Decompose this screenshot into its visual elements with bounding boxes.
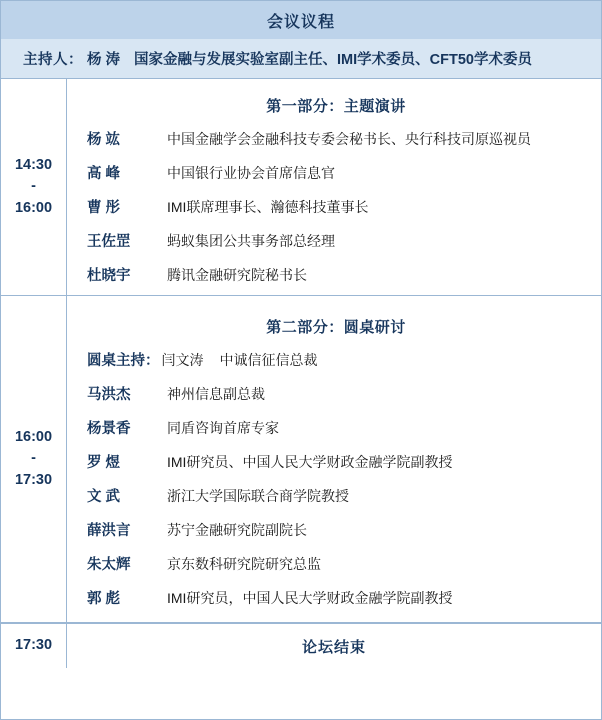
list-item [81, 383, 591, 404]
speaker-role: 浙江大学国际联合商学院教授 [167, 488, 349, 504]
speaker-name: 曹 彤 [87, 200, 121, 216]
list-item [81, 417, 591, 438]
closing-text: 论坛结束 [301, 638, 366, 656]
roundtable-host-label: 圆桌主持： [87, 353, 160, 369]
speaker-role: 同盾咨询首席专家 [167, 420, 279, 436]
list-item [81, 451, 591, 472]
speaker-name: 罗 煜 [87, 455, 121, 471]
speaker-role: 苏宁金融研究院副院长 [167, 522, 307, 538]
closing-row [1, 623, 601, 668]
list-item [81, 162, 591, 183]
speaker-name: 文 武 [87, 489, 121, 505]
speaker-name: 马洪杰 [87, 387, 131, 403]
speaker-name: 薛洪言 [87, 523, 131, 539]
page-title: 会议议程 [1, 1, 601, 39]
speaker-role: IMI联席理事长、瀚德科技董事长 [167, 199, 369, 215]
roundtable-host [81, 349, 591, 370]
roundtable-host-role: 中诚信征信总裁 [219, 352, 318, 368]
speaker-name: 郭 彪 [87, 591, 121, 607]
host-label: 主持人： [23, 52, 83, 68]
speaker-role: 神州信息副总裁 [167, 386, 265, 402]
speaker-name: 杜晓宇 [87, 268, 131, 284]
speaker-role: 京东数科研究院研究总监 [167, 556, 321, 572]
list-item [81, 519, 591, 540]
speaker-name: 杨 竑 [87, 132, 121, 148]
section-heading-part-one: 第一部分：主题演讲 [266, 98, 406, 115]
host-name: 杨 涛 [87, 52, 121, 68]
speaker-name: 王佐罡 [87, 234, 131, 250]
list-item [81, 264, 591, 285]
time-dash: - [31, 178, 36, 195]
section-heading-part-two: 第二部分：圆桌研讨 [266, 319, 406, 336]
list-item [81, 485, 591, 506]
list-item [81, 230, 591, 251]
speaker-role: 中国金融学会金融科技专委会秘书长、央行科技司原巡视员 [167, 131, 531, 147]
session-time-part-one [1, 79, 67, 295]
speaker-name: 高 峰 [87, 166, 121, 182]
list-item [81, 128, 591, 149]
closing-time: 17:30 [1, 624, 67, 668]
time-start: 14:30 [14, 157, 53, 174]
time-dash: - [31, 450, 36, 467]
time-start: 16:00 [14, 429, 53, 446]
list-item [81, 553, 591, 574]
session-time-part-two [1, 296, 67, 622]
time-end: 17:30 [14, 471, 53, 488]
session-content-part-one [67, 79, 601, 295]
speaker-role: 中国银行业协会首席信息官 [167, 165, 335, 181]
time-end: 16:00 [14, 199, 53, 216]
host-title: 国家金融与发展实验室副主任、IMI学术委员、CFT50学术委员 [134, 52, 532, 68]
speaker-name: 杨景香 [87, 421, 131, 437]
speaker-role: 腾讯金融研究院秘书长 [167, 267, 307, 283]
session-part-two [1, 296, 601, 623]
speaker-role: IMI研究员，中国人民大学财政金融学院副教授 [167, 590, 453, 606]
speaker-role: IMI研究员、中国人民大学财政金融学院副教授 [167, 454, 453, 470]
speaker-name: 朱太辉 [87, 557, 131, 573]
list-item [81, 196, 591, 217]
speaker-role: 蚂蚁集团公共事务部总经理 [167, 233, 335, 249]
host-bar [1, 39, 601, 79]
roundtable-host-name: 闫文涛 [161, 352, 204, 368]
session-part-one [1, 79, 601, 296]
list-item [81, 587, 591, 608]
session-content-part-two [67, 296, 601, 622]
